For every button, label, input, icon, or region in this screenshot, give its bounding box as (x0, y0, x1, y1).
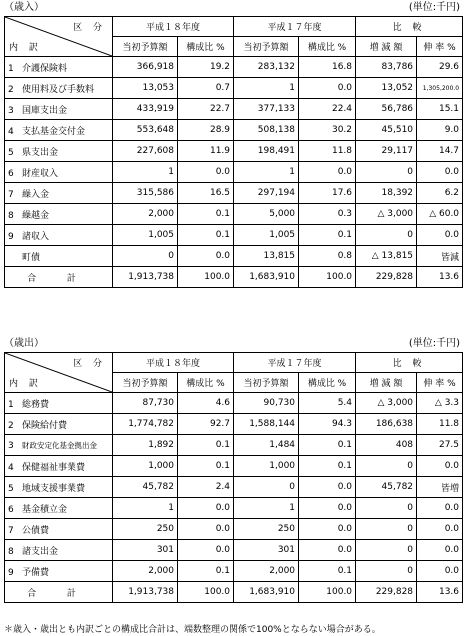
row-number: 2 (8, 84, 14, 95)
cell-r18: 0.0 (178, 540, 234, 561)
cell-b17: 5,000 (234, 204, 299, 225)
row-label (5, 162, 113, 183)
cell-r17: 16.8 (299, 57, 356, 78)
total-b18: 1,913,738 (113, 582, 178, 603)
row-name: 公債費 (22, 525, 50, 536)
cell-b18: 366,918 (113, 57, 178, 78)
cell-b18: 1 (113, 162, 178, 183)
cell-b17: 377,133 (234, 99, 299, 120)
row-number: 9 (8, 567, 14, 578)
row-name: 介護保険料 (22, 63, 68, 74)
cell-diff: 0 (356, 519, 417, 540)
total-r18: 100.0 (178, 582, 234, 603)
row-number: 1 (8, 399, 14, 410)
row-number: 6 (8, 504, 14, 515)
fy18-header: 平成１８年度 (113, 353, 234, 373)
row-label (5, 99, 113, 120)
total-b17: 1,683,910 (234, 582, 299, 603)
diff-header: 増 減 額 (356, 373, 417, 393)
cell-diff: 408 (356, 435, 417, 456)
total-b18: 1,913,738 (113, 267, 178, 288)
cell-b18: 1,000 (113, 456, 178, 477)
cell-r17: 0.0 (299, 477, 356, 498)
cell-b17: 1,000 (234, 456, 299, 477)
table-row (5, 162, 463, 183)
cell-growth: 27.5 (417, 435, 463, 456)
row-number: 9 (8, 231, 14, 242)
growth-header: 伸 率 % (417, 37, 463, 57)
cell-r17: 22.4 (299, 99, 356, 120)
hikaku-header: 比 較 (356, 17, 463, 37)
cell-diff: 45,782 (356, 477, 417, 498)
row-name: 支払基金交付金 (22, 126, 86, 137)
row-number: 8 (8, 546, 14, 557)
row-name: 諸収入 (22, 231, 50, 242)
row-number: 1 (8, 63, 14, 74)
cell-r18: 4.6 (178, 393, 234, 414)
cell-diff: 0 (356, 162, 417, 183)
row-name: 財政安定化基金拠出金 (22, 440, 97, 450)
budget-header: 当初予算額 (113, 373, 178, 393)
cell-b17: 297,194 (234, 183, 299, 204)
cell-diff: △ 3,000 (356, 204, 417, 225)
table-row (5, 414, 463, 435)
cell-b18: 227,608 (113, 141, 178, 162)
cell-b18: 13,053 (113, 78, 178, 99)
cell-diff: 186,638 (356, 414, 417, 435)
cell-growth: 11.8 (417, 414, 463, 435)
total-growth: 13.6 (417, 267, 463, 288)
cell-r17: 0.8 (299, 246, 356, 267)
cell-r18: 0.0 (178, 498, 234, 519)
growth-header: 伸 率 % (417, 373, 463, 393)
table-row (5, 120, 463, 141)
cell-r17: 0.1 (299, 561, 356, 582)
cell-r17: 94.3 (299, 414, 356, 435)
row-label (5, 393, 113, 414)
table-row (5, 99, 463, 120)
ratio-header: 構成比 % (299, 373, 356, 393)
cell-r17: 5.4 (299, 393, 356, 414)
income-table (4, 16, 463, 288)
cell-b18: 1 (113, 498, 178, 519)
cell-r18: 19.2 (178, 57, 234, 78)
table-row (5, 540, 463, 561)
cell-b17: 1,588,144 (234, 414, 299, 435)
cell-r17: 0.1 (299, 225, 356, 246)
footnote: ＊歳入・歳出とも内訳ごとの構成比合計は、端数整理の関係で100%とならない場合がある。 (4, 625, 381, 635)
row-label (5, 414, 113, 435)
table-row (5, 183, 463, 204)
hikaku-header: 比 較 (356, 353, 463, 373)
cell-r18: 22.7 (178, 99, 234, 120)
cell-r17: 0.0 (299, 78, 356, 99)
cell-b17: 2,000 (234, 561, 299, 582)
kubun-label: 区 分 (73, 359, 106, 369)
row-label (5, 540, 113, 561)
expense-unit: (単位:千円) (408, 338, 460, 349)
table-row (5, 78, 463, 99)
fy17-header: 平成１７年度 (234, 17, 356, 37)
cell-growth: 0.0 (417, 519, 463, 540)
table-row (5, 435, 463, 456)
cell-r17: 17.6 (299, 183, 356, 204)
income-kubun-header (5, 17, 113, 57)
cell-growth: 14.7 (417, 141, 463, 162)
ratio-header: 構成比 % (178, 37, 234, 57)
cell-growth: 0.0 (417, 561, 463, 582)
expense-kubun-header (5, 353, 113, 393)
total-growth: 13.6 (417, 582, 463, 603)
cell-b17: 1 (234, 162, 299, 183)
cell-diff: 45,510 (356, 120, 417, 141)
cell-growth: 0.0 (417, 225, 463, 246)
row-name: 繰越金 (22, 210, 50, 221)
cell-b17: 301 (234, 540, 299, 561)
cell-r18: 0.1 (178, 435, 234, 456)
table-row (5, 393, 463, 414)
cell-r18: 0.1 (178, 225, 234, 246)
row-number: 7 (8, 189, 14, 200)
cell-b18: 45,782 (113, 477, 178, 498)
row-name: 繰入金 (22, 189, 50, 200)
cell-growth: 0.0 (417, 456, 463, 477)
row-name: 県支出金 (22, 147, 59, 158)
row-number: 4 (8, 126, 14, 137)
cell-b18: 433,919 (113, 99, 178, 120)
cell-r18: 28.9 (178, 120, 234, 141)
total-label: 合 計 (5, 267, 113, 288)
cell-b18: 1,774,782 (113, 414, 178, 435)
cell-b18: 301 (113, 540, 178, 561)
cell-b17: 198,491 (234, 141, 299, 162)
cell-r17: 0.0 (299, 498, 356, 519)
kubun-label: 区 分 (73, 23, 106, 33)
cell-diff: 0 (356, 498, 417, 519)
row-label (5, 120, 113, 141)
row-name: 基金積立金 (22, 504, 68, 515)
cell-b17: 13,815 (234, 246, 299, 267)
row-label (5, 57, 113, 78)
row-name: 総務費 (22, 399, 50, 410)
row-label (5, 225, 113, 246)
row-number: 2 (8, 420, 14, 431)
row-label (5, 519, 113, 540)
cell-growth: 9.0 (417, 120, 463, 141)
row-label (5, 498, 113, 519)
cell-diff: 0 (356, 540, 417, 561)
budget-header: 当初予算額 (234, 37, 299, 57)
cell-growth: 0.0 (417, 162, 463, 183)
cell-diff: 83,786 (356, 57, 417, 78)
row-name: 保健福祉事業費 (22, 462, 86, 473)
row-name: 町債 (22, 252, 41, 263)
row-label (5, 477, 113, 498)
total-label: 合 計 (5, 582, 113, 603)
cell-b18: 553,648 (113, 120, 178, 141)
cell-r18: 11.9 (178, 141, 234, 162)
cell-r17: 0.0 (299, 519, 356, 540)
cell-growth: 6.2 (417, 183, 463, 204)
budget-header: 当初予算額 (113, 37, 178, 57)
cell-diff: 13,052 (356, 78, 417, 99)
row-number: 4 (8, 462, 14, 473)
table-row (5, 141, 463, 162)
total-r18: 100.0 (178, 267, 234, 288)
row-number: 5 (8, 483, 14, 494)
cell-r18: 0.1 (178, 204, 234, 225)
cell-r17: 0.0 (299, 540, 356, 561)
uchiwake-label: 内 訳 (9, 379, 42, 389)
table-row (5, 204, 463, 225)
table-row (5, 456, 463, 477)
cell-r17: 11.8 (299, 141, 356, 162)
row-number: 5 (8, 147, 14, 158)
total-row (5, 582, 463, 603)
diff-header: 増 減 額 (356, 37, 417, 57)
row-name: 使用料及び手数料 (22, 84, 95, 95)
cell-b18: 87,730 (113, 393, 178, 414)
row-name: 諸支出金 (22, 546, 59, 557)
table-row (5, 498, 463, 519)
row-number: 3 (8, 105, 14, 116)
cell-growth: △ 3.3 (417, 393, 463, 414)
cell-r18: 0.0 (178, 246, 234, 267)
fy17-header: 平成１７年度 (234, 353, 356, 373)
row-number: 8 (8, 210, 14, 221)
income-caption: （歳入） (4, 2, 44, 13)
cell-b18: 0 (113, 246, 178, 267)
cell-b17: 90,730 (234, 393, 299, 414)
uchiwake-label: 内 訳 (9, 43, 42, 53)
row-number: 3 (8, 440, 14, 451)
table-row (5, 57, 463, 78)
budget-header: 当初予算額 (234, 373, 299, 393)
row-label (5, 183, 113, 204)
cell-b17: 1,484 (234, 435, 299, 456)
row-name: 予備費 (22, 567, 50, 578)
total-r17: 100.0 (299, 267, 356, 288)
cell-growth: 1,305,200.0 (417, 78, 463, 99)
cell-b17: 1,005 (234, 225, 299, 246)
cell-b17: 1 (234, 78, 299, 99)
row-label (5, 561, 113, 582)
row-name: 財産収入 (22, 168, 59, 179)
table-row (5, 246, 463, 267)
ratio-header: 構成比 % (178, 373, 234, 393)
total-r17: 100.0 (299, 582, 356, 603)
cell-b17: 0 (234, 477, 299, 498)
cell-growth: 29.6 (417, 57, 463, 78)
row-number: 7 (8, 525, 14, 536)
table-row (5, 225, 463, 246)
cell-b17: 508,138 (234, 120, 299, 141)
cell-b17: 283,132 (234, 57, 299, 78)
table-row (5, 519, 463, 540)
table-row (5, 561, 463, 582)
total-diff: 229,828 (356, 582, 417, 603)
cell-diff: 56,786 (356, 99, 417, 120)
cell-r18: 92.7 (178, 414, 234, 435)
fy18-header: 平成１８年度 (113, 17, 234, 37)
cell-r17: 30.2 (299, 120, 356, 141)
cell-diff: △ 13,815 (356, 246, 417, 267)
cell-diff: 0 (356, 225, 417, 246)
row-name: 保険給付費 (22, 420, 68, 431)
cell-growth: △ 60.0 (417, 204, 463, 225)
total-b17: 1,683,910 (234, 267, 299, 288)
cell-growth: 0.0 (417, 498, 463, 519)
cell-r17: 0.0 (299, 162, 356, 183)
cell-r18: 0.1 (178, 456, 234, 477)
cell-diff: 0 (356, 456, 417, 477)
row-name: 地域支援事業費 (22, 483, 86, 494)
ratio-header: 構成比 % (299, 37, 356, 57)
cell-r17: 0.3 (299, 204, 356, 225)
cell-b18: 315,586 (113, 183, 178, 204)
cell-growth: 15.1 (417, 99, 463, 120)
row-label (5, 204, 113, 225)
cell-b18: 1,892 (113, 435, 178, 456)
cell-diff: 18,392 (356, 183, 417, 204)
row-label (5, 246, 113, 267)
cell-r18: 0.7 (178, 78, 234, 99)
cell-growth: 皆増 (417, 477, 463, 498)
row-label (5, 78, 113, 99)
row-label (5, 435, 113, 456)
row-label (5, 141, 113, 162)
cell-r18: 2.4 (178, 477, 234, 498)
cell-b17: 1 (234, 498, 299, 519)
cell-b18: 2,000 (113, 561, 178, 582)
total-diff: 229,828 (356, 267, 417, 288)
row-label (5, 456, 113, 477)
cell-r17: 0.1 (299, 456, 356, 477)
cell-r18: 0.0 (178, 162, 234, 183)
expense-caption: （歳出） (4, 338, 44, 349)
cell-r18: 16.5 (178, 183, 234, 204)
cell-b18: 1,005 (113, 225, 178, 246)
expense-table (4, 352, 463, 603)
total-row (5, 267, 463, 288)
cell-diff: 29,117 (356, 141, 417, 162)
row-number: 6 (8, 168, 14, 179)
cell-growth: 皆減 (417, 246, 463, 267)
cell-r18: 0.0 (178, 519, 234, 540)
cell-b18: 250 (113, 519, 178, 540)
income-unit: (単位:千円) (408, 2, 460, 13)
cell-r18: 0.1 (178, 561, 234, 582)
cell-r17: 0.1 (299, 435, 356, 456)
row-name: 国庫支出金 (22, 105, 68, 116)
cell-b17: 250 (234, 519, 299, 540)
table-row (5, 477, 463, 498)
cell-growth: 0.0 (417, 540, 463, 561)
cell-diff: △ 3,000 (356, 393, 417, 414)
cell-diff: 0 (356, 561, 417, 582)
cell-b18: 2,000 (113, 204, 178, 225)
